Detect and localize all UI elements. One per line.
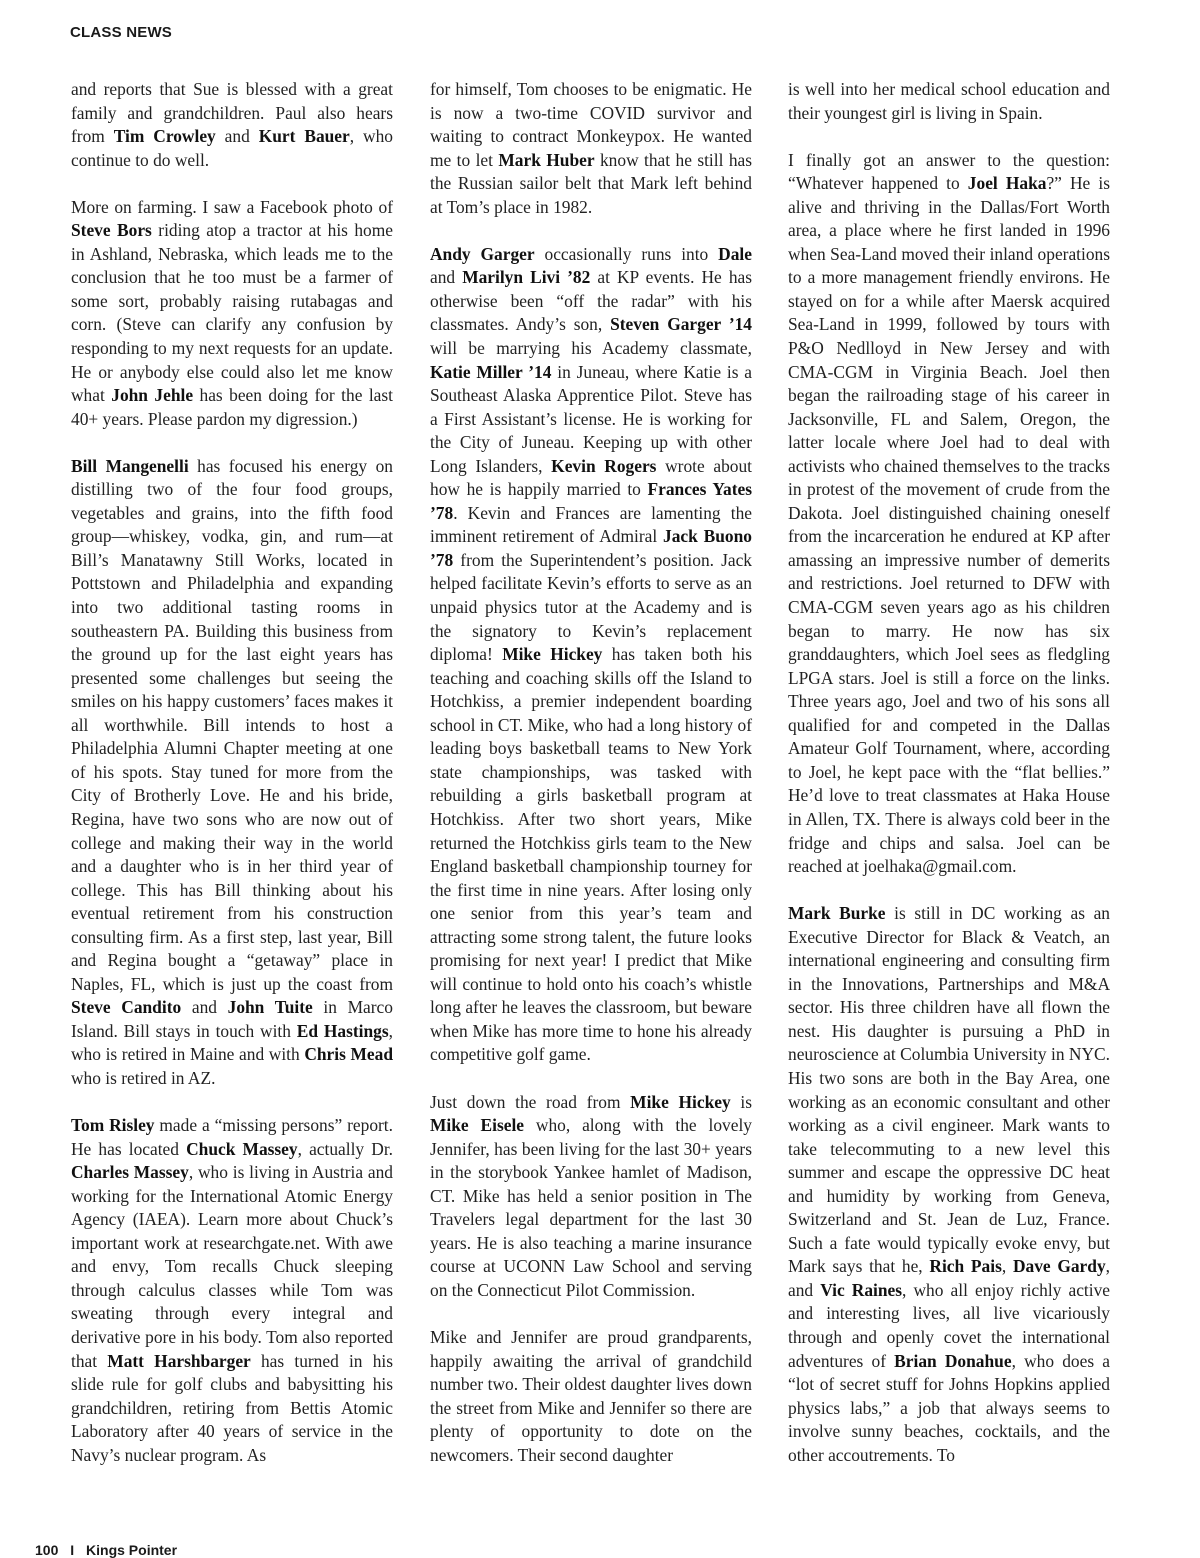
person-name: Mark Huber — [498, 149, 595, 170]
article-paragraph — [430, 243, 752, 1067]
paragraph-text: has taken both his teaching and coaching skills off the Island to Hotchkiss, a premier independent boarding school in CT. Mike, who had a long history of leading boys basketball teams to New York state championships, was tasked with rebuilding a girls basketball program at Hotchkiss. After two short years, Mike returned the Hotchkiss girls team to the New England basketball championship tourney for the first time in nine years. After losing only one senior from this year’s team and attracting some strong talent, the future looks promising for next year! I predict that Mike will continue to hold onto his coach’s whistle long after he leaves the classroom, but beware when Mike has more time to hone his already competitive golf game. — [430, 644, 753, 1065]
paragraph-text: and — [181, 997, 228, 1018]
person-name: Frances Yates ’78 — [430, 479, 752, 523]
person-name: Steve Candito — [71, 997, 182, 1018]
article-paragraph — [788, 149, 1110, 879]
paragraph-text: wrote about how he is happily married to — [430, 455, 752, 500]
paragraph-text: will be marrying his Academy classmate, — [430, 338, 752, 359]
paragraph-text: . Kevin and Frances are lamenting the imminent retirement of Admiral — [430, 502, 752, 547]
article-column-2 — [430, 78, 752, 1491]
person-name: Charles Massey — [71, 1162, 189, 1183]
article-column-3 — [788, 78, 1110, 1491]
paragraph-text: is — [730, 1091, 752, 1112]
article-paragraph — [430, 78, 752, 219]
article-paragraph — [71, 1114, 393, 1467]
paragraph-text: and reports that Sue is blessed with a great family and grandchildren. Paul also hears from — [71, 79, 393, 147]
paragraph-text: , who continue to do well. — [71, 126, 393, 170]
article-paragraph — [71, 455, 393, 1091]
paragraph-text: More on farming. I saw a Facebook photo of — [71, 196, 393, 217]
person-name: Joel Haka — [967, 173, 1047, 194]
person-name: Dale — [718, 243, 752, 264]
paragraph-text: at KP events. He has otherwise been “off the radar” with his classmates. Andy’s son, — [430, 267, 752, 335]
paragraph-text: has focused his energy on distilling two of the four food groups, vegetables and grains, into the fifth food group—whiskey, vodka, gin, and rum—at Bill’s Manatawny Still Works, located in Pottstown and Philadelphia and expanding into two additional tasting rooms in southeastern PA. Building this business from the ground up for the last eight years has presented some challenges but seeing the smiles on his happy customers’ faces makes it all worthwhile. Bill intends to host a Philadelphia Alumni Chapter meeting at one of his spots. Stay tuned for more from the City of Brotherly Love. He and his bride, Regina, have two sons who are now out of college and making their way in the world and a daughter who is in her third year of college. This has Bill thinking about his eventual retirement from his construction consulting firm. As a first step, last year, Bill and Regina bought a “getaway” place in Naples, FL, which is just up the coast from — [71, 455, 393, 994]
paragraph-text: is still in DC working as an Executive Director for Black & Veatch, an international engineering and consulting firm in the Innovations, Partnerships and M&A sector. His three children have all flown the nest. His daughter is pursuing a PhD in neuroscience at Columbia University in NYC. His two sons are both in the Bay Area, one working as an economic consultant and other working as a civil engineer. Mark wants to take telecommuting to a new level this summer and escape the oppressive DC heat and humidity by working from Geneva, Switzerland and St. Jean de Luz, France. Such a fate would typically evoke envy, but Mark says that he, — [788, 903, 1110, 1277]
article-paragraph — [788, 78, 1110, 125]
paragraph-text: has been doing for the last 40+ years. Please pardon my digression.) — [71, 385, 393, 429]
paragraph-text: , — [1001, 1256, 1013, 1277]
paragraph-text: I finally got an answer to the question: “Whatever happened to — [788, 149, 1110, 194]
person-name: Ed Hastings — [296, 1020, 389, 1041]
page-footer — [35, 1542, 177, 1558]
paragraph-text: Just down the road from — [430, 1091, 631, 1112]
person-name: Marilyn Livi ’82 — [462, 267, 591, 288]
person-name: Tom Risley — [71, 1115, 155, 1136]
paragraph-text: , who does a “lot of secret stuff for Johns Hopkins applied physics labs,” a job that always seems to involve sunny beaches, cocktails, and the other accoutrements. To — [788, 1350, 1110, 1465]
paragraph-text: , and — [788, 1256, 1111, 1300]
paragraph-text: , who is retired in Maine and with — [71, 1020, 394, 1065]
person-name: Kevin Rogers — [551, 455, 657, 476]
paragraph-text: riding atop a tractor at his home in Ashland, Nebraska, which leads me to the conclusion that he too must be a farmer of some sort, probably raising rutabagas and corn. (Steve can clarify any confusion by responding to my next requests for an update. He or anybody else could also let me know what — [71, 220, 393, 406]
person-name: Steven Garger ’14 — [610, 314, 752, 335]
article-column-1 — [71, 78, 393, 1491]
paragraph-text: is well into her medical school education and their youngest girl is living in Spain. — [788, 79, 1110, 123]
paragraph-text: for himself, Tom chooses to be enigmatic. He is now a two-time COVID survivor and waiting to contract Monkeypox. He wanted me to let — [430, 79, 752, 170]
paragraph-text: ?” He is alive and thriving in the Dallas/Fort Worth area, a place where he first landed in 1996 when Sea-Land moved their inland operations to a more management friendly environs. He stayed on for a while after Maersk acquired Sea-Land in 1999, followed by tours with P&O Nedlloyd in New Jersey and with CMA-CGM in Virginia Beach. Joel then began the railroading stage of his career in Jacksonville, FL and Salem, Oregon, the latter locale where Joel had to deal with activists who chained themselves to the tracks in protest of the movement of crude from the Dakota. Joel distinguished chaining oneself from the incarceration he endured at KP after amassing an impressive number of demerits and restrictions. Joel returned to DFW with CMA-CGM seven years ago as his children began to marry. He now has six granddaughters, which Joel sees as fledgling LPGA stars. Joel is still a force on the links. Three years ago, Joel and two of his sons all qualified for and competed in the Dallas Amateur Golf Tournament, where, according to Joel, he kept pace with the “flat bellies.” He’d love to treat classmates at Haka House in Allen, TX. There is always cold beer in the fridge and chips and salsa. Joel can be reached at joelhaka@gmail.com. — [788, 173, 1110, 877]
article-paragraph — [788, 902, 1110, 1467]
section-label: CLASS NEWS — [70, 24, 173, 41]
person-name: Kurt Bauer — [258, 126, 350, 147]
person-name: Tim Crowley — [113, 126, 216, 147]
person-name: Steve Bors — [71, 220, 152, 241]
paragraph-text: , who is living in Austria and working for the International Atomic Energy Agency (IAEA). Learn more about Chuck’s important work at researchgate.net. With awe and envy, Tom recalls Chuck sleeping through calculus classes while Tom was sweating through every integral and derivative pore in his body. Tom also reported that — [71, 1162, 393, 1371]
publication-name: Kings Pointer — [86, 1542, 178, 1558]
person-name: Dave Gardy — [1012, 1256, 1106, 1277]
person-name: Jack Buono ’78 — [430, 526, 752, 570]
person-name: Katie Miller ’14 — [430, 361, 552, 382]
article-paragraph — [430, 1091, 752, 1303]
paragraph-text: made a “missing persons” report. He has located — [71, 1115, 393, 1159]
footer-separator: I — [70, 1542, 75, 1558]
person-name: John Jehle — [111, 385, 194, 406]
paragraph-text: , actually Dr. — [297, 1138, 393, 1159]
paragraph-text: know that he still has the Russian sailor belt that Mark left behind at Tom’s place in 1982. — [430, 149, 752, 217]
paragraph-text: from the Superintendent’s position. Jack helped facilitate Kevin’s efforts to serve as an unpaid physics tutor at the Academy and is the signatory to Kevin’s replacement diploma! — [430, 549, 752, 665]
person-name: Mike Hickey — [502, 644, 603, 665]
person-name: Chris Mead — [304, 1044, 393, 1065]
paragraph-text: occasionally runs into — [534, 243, 719, 264]
person-name: Mark Burke — [788, 903, 886, 924]
paragraph-text: in Juneau, where Katie is a Southeast Alaska Apprentice Pilot. Steve has a First Assistant’s license. He is working for the City of Juneau. Keeping up with other Long Islanders, — [430, 361, 752, 476]
person-name: Chuck Massey — [186, 1138, 298, 1159]
person-name: Brian Donahue — [894, 1350, 1012, 1371]
page-number: 100 — [35, 1542, 59, 1558]
paragraph-text: Mike and Jennifer are proud grandparents, happily awaiting the arrival of grandchild number two. Their oldest daughter lives down the street from Mike and Jennifer so there are plenty of opportunity to dote on the newcomers. Their second daughter — [430, 1326, 752, 1465]
person-name: Rich Pais — [929, 1256, 1002, 1277]
paragraph-text: has turned in his slide rule for golf clubs and babysitting his grandchildren, retiring from Bettis Atomic Laboratory after 40 years of service in the Navy’s nuclear program. As — [71, 1350, 393, 1465]
article-paragraph — [71, 196, 393, 431]
person-name: Mike Eisele — [430, 1115, 524, 1136]
paragraph-text: who is retired in AZ. — [71, 1067, 216, 1088]
paragraph-text: and — [215, 126, 259, 147]
paragraph-text: and — [430, 267, 463, 288]
person-name: Matt Harshbarger — [107, 1350, 251, 1371]
paragraph-text: in Marco Island. Bill stays in touch with — [71, 997, 393, 1041]
person-name: Andy Garger — [430, 243, 535, 264]
article-paragraph — [71, 78, 393, 172]
article-paragraph — [430, 1326, 752, 1467]
person-name: Bill Mangenelli — [71, 455, 189, 476]
person-name: Vic Raines — [820, 1279, 903, 1300]
person-name: John Tuite — [227, 997, 313, 1018]
person-name: Mike Hickey — [630, 1091, 731, 1112]
paragraph-text: who, along with the lovely Jennifer, has been living for the last 30+ years in the storybook Yankee hamlet of Madison, CT. Mike has held a senior position in The Travelers legal department for the last 30 years. He is also teaching a marine insurance course at UCONN Law School and serving on the Connecticut Pilot Commission. — [430, 1115, 752, 1300]
paragraph-text: , who all enjoy richly active and interesting lives, all live vicariously through and openly covet the international adventures of — [788, 1279, 1110, 1371]
